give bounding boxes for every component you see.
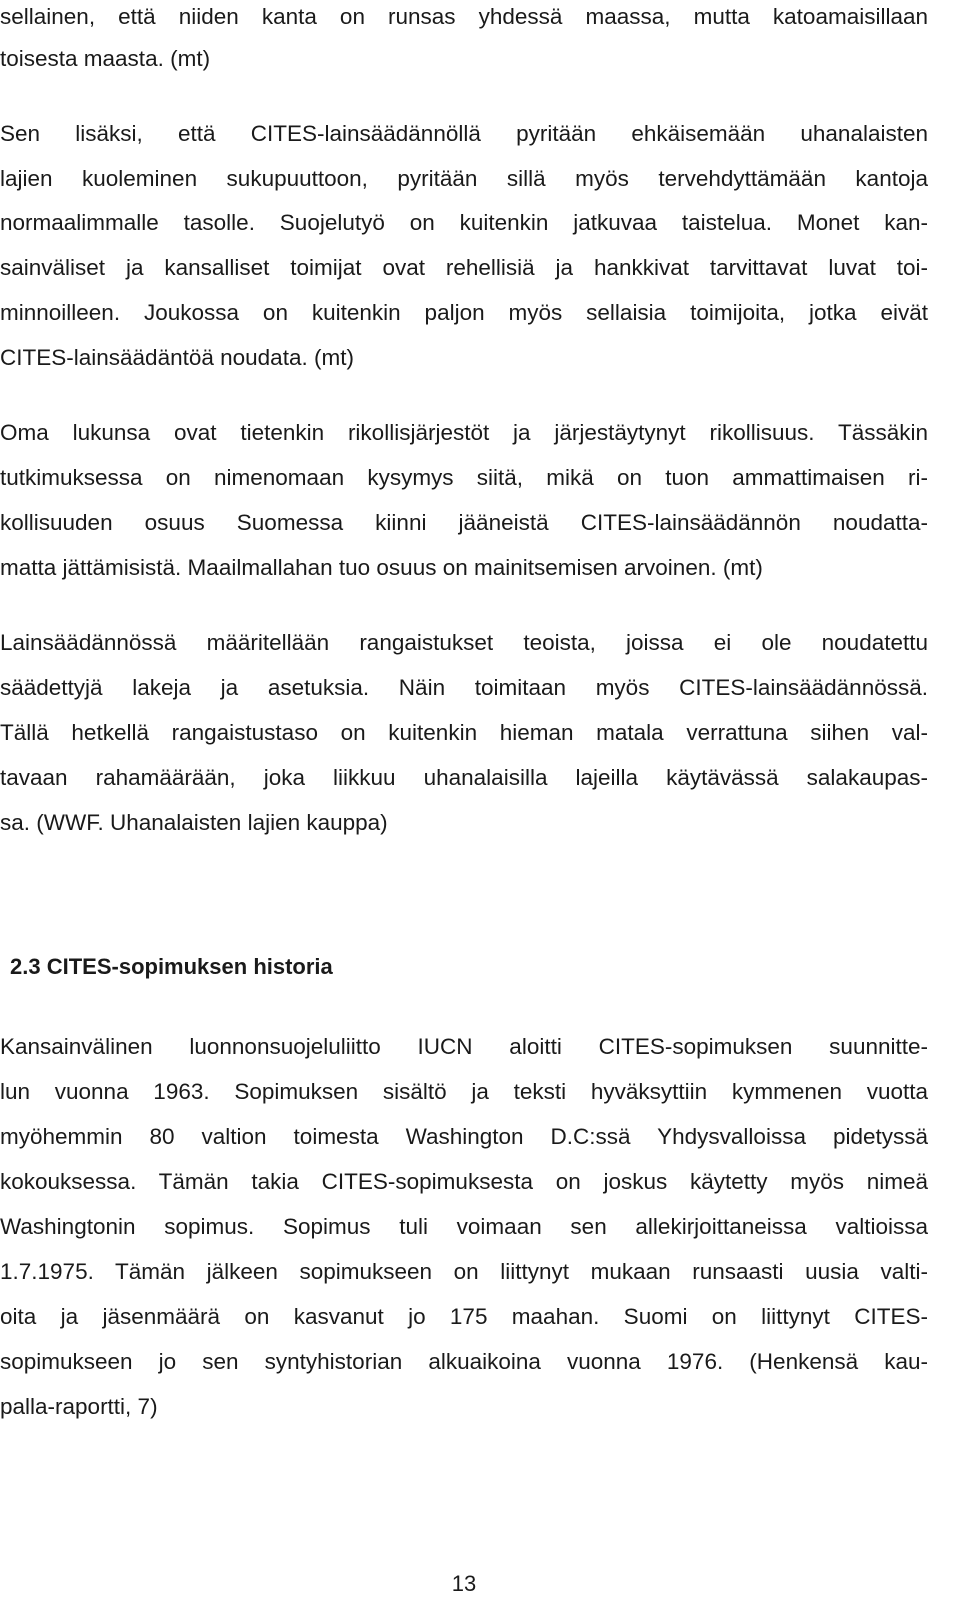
section-heading [0,953,333,981]
text-line: kokouksessa. Tämän takia CITES-sopimuksesta on joskus käytetty myös nimeä [0,1169,928,1194]
text-line: 1.7.1975. Tämän jälkeen sopimukseen on liittynyt mukaan runsaasti uusia valti- [0,1259,928,1284]
text-line: toisesta maasta. (mt) [0,46,211,71]
text-line: Sen lisäksi, että CITES-lainsäädännöllä pyritään ehkäisemään uhanalaisten [0,121,928,146]
text-line: palla-raportti, 7) [0,1394,158,1419]
text-line: myöhemmin 80 valtion toimesta Washington D.C:ssä Yhdysvalloissa pidetyssä [0,1124,928,1149]
text-line: tutkimuksessa on nimenomaan kysymys siitä, mikä on tuon ammattimaisen ri- [0,465,928,490]
text-line: sellainen, että niiden kanta on runsas yhdessä maassa, mutta katoamaisillaan [0,4,928,29]
text-line: Lainsäädännössä määritellään rangaistukset teoista, joissa ei ole noudatettu [0,630,928,655]
text-line: kollisuuden osuus Suomessa kiinni jääneistä CITES-lainsäädännön noudatta- [0,510,928,535]
text-line: matta jättämisistä. Maailmallahan tuo osuus on mainitsemisen arvoinen. (mt) [0,555,763,580]
text-line: minnoilleen. Joukossa on kuitenkin paljon myös sellaisia toimijoita, jotka eivät [0,300,928,325]
text-line: Oma lukunsa ovat tietenkin rikollisjärjestöt ja järjestäytynyt rikollisuus. Tässäkin [0,420,928,445]
text-line: Kansainvälinen luonnonsuojeluliitto IUCN aloitti CITES-sopimuksen suunnitte- [0,1034,928,1059]
text-line: säädettyjä lakeja ja asetuksia. Näin toimitaan myös CITES-lainsäädännössä. [0,675,928,700]
section-title: CITES-sopimuksen historia [46,954,333,979]
text-line: tavaan rahamäärään, joka liikkuu uhanalaisilla lajeilla käytävässä salakaupas- [0,765,928,790]
section-number: 2.3 [10,954,41,979]
text-line: normaalimmalle tasolle. Suojelutyö on kuitenkin jatkuvaa taistelua. Monet kan- [0,210,928,235]
text-line: Washingtonin sopimus. Sopimus tuli voimaan sen allekirjoittaneissa valtioissa [0,1214,928,1239]
text-line: sopimukseen jo sen syntyhistorian alkuaikoina vuonna 1976. (Henkensä kau- [0,1349,928,1374]
text-line: sa. (WWF. Uhanalaisten lajien kauppa) [0,810,388,835]
text-line: lun vuonna 1963. Sopimuksen sisältö ja teksti hyväksyttiin kymmenen vuotta [0,1079,928,1104]
text-line: CITES-lainsäädäntöä noudata. (mt) [0,345,354,370]
text-line: oita ja jäsenmäärä on kasvanut jo 175 maahan. Suomi on liittynyt CITES- [0,1304,928,1329]
page-number: 13 [451,1571,477,1596]
text-line: sainväliset ja kansalliset toimijat ovat rehellisiä ja hankkivat tarvittavat luvat toi- [0,255,928,280]
text-line: Tällä hetkellä rangaistustaso on kuitenkin hieman matala verrattuna siihen val- [0,720,928,745]
text-line: lajien kuoleminen sukupuuttoon, pyritään sillä myös tervehdyttämään kantoja [0,166,928,191]
